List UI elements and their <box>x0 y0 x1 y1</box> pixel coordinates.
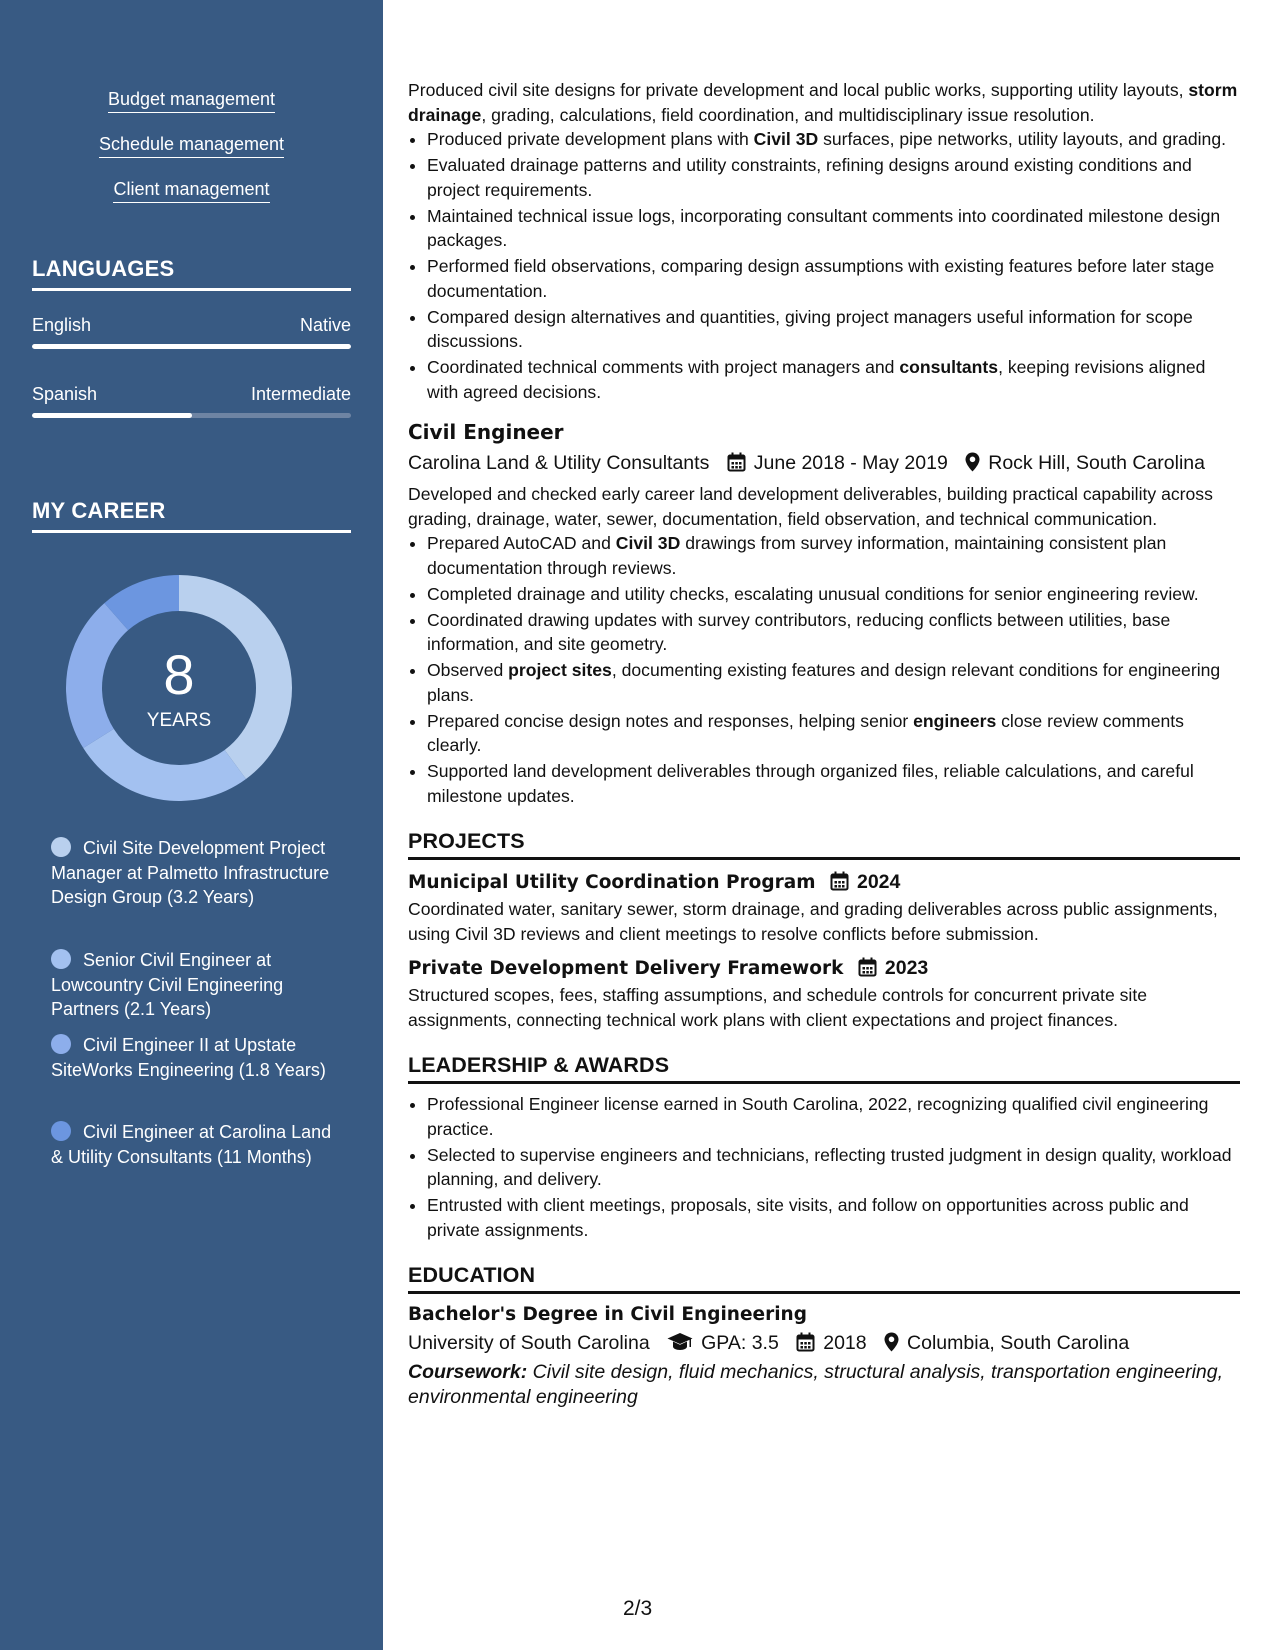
bullet-item: • Supported land development deliverables through organized files, reliable calculations, and careful milestone updates. <box>427 759 1240 808</box>
career-total-years: 8 <box>163 643 195 706</box>
awards-heading: LEADERSHIP & AWARDS <box>408 1052 1240 1084</box>
legend-label: Civil Engineer at Carolina Land & Utility Consultants (11 Months) <box>51 1122 332 1167</box>
education-year: 2018 <box>823 1332 867 1354</box>
job-dates: June 2018 - May 2019 <box>753 452 948 474</box>
experience-summary: Produced civil site designs for private development and local public works, supporting utility layouts, storm drainage, grading, calculations, field coordination, and multidisciplinary issue resolution. <box>408 80 1238 125</box>
legend-label: Civil Site Development Project Manager at Palmetto Infrastructure Design Group (3.2 Years) <box>51 838 330 907</box>
project-description: Coordinated water, sanitary sewer, storm drainage, and grading deliverables across public assignments, using Civil 3D reviews and client meetings to resolve conflicts before submission. <box>408 899 1218 944</box>
coursework-text: Civil site design, fluid mechanics, structural analysis, transportation engineering, environmental engineering <box>408 1361 1224 1408</box>
graduation-cap-icon <box>667 1332 693 1352</box>
sidebar <box>0 0 383 1650</box>
skill-item <box>0 88 383 113</box>
language-proficiency-bar <box>32 344 351 349</box>
awards-list <box>408 1092 1240 1242</box>
project-year: 2023 <box>884 957 929 979</box>
legend-label: Civil Engineer II at Upstate SiteWorks Engineering (1.8 Years) <box>51 1035 326 1080</box>
bullet-item: • Completed drainage and utility checks, escalating unusual conditions for senior engineering review. <box>427 582 1240 607</box>
award-item: • Selected to supervise engineers and technicians, reflecting trusted judgment in design quality, workload planning, and delivery. <box>427 1143 1240 1192</box>
career-legend-item <box>51 1120 341 1169</box>
skill-item <box>0 133 383 158</box>
legend-label: Senior Civil Engineer at Lowcountry Civil Engineering Partners (2.1 Years) <box>51 950 284 1019</box>
career-legend-item <box>51 836 341 910</box>
proficiency-fill <box>32 413 192 418</box>
skill-label: Schedule management <box>99 133 284 158</box>
project-title: Private Development Delivery Framework <box>408 958 844 979</box>
experience-bullets <box>408 127 1240 404</box>
career-legend-item <box>51 948 341 1022</box>
education-degree: Bachelor's Degree in Civil Engineering <box>408 1304 807 1325</box>
legend-dot <box>51 837 71 857</box>
job-title: Civil Engineer <box>408 420 564 444</box>
bullet-item: • Compared design alternatives and quantities, giving project managers useful information for scope discussions. <box>427 305 1240 354</box>
job-company: Carolina Land & Utility Consultants <box>408 452 710 474</box>
project-title-row <box>408 954 1240 983</box>
bullet-item: • Performed field observations, comparing design assumptions with existing features before later stage documentation. <box>427 254 1240 303</box>
donut-segment-2 <box>83 729 246 801</box>
location-pin-icon <box>884 1332 899 1352</box>
education-coursework <box>408 1360 1240 1410</box>
project-description: Structured scopes, fees, staffing assumptions, and schedule controls for concurrent private site assignments, connecting technical work plans with client expectations and project finances. <box>408 985 1147 1030</box>
language-proficiency-bar <box>32 413 351 418</box>
job-summary: Developed and checked early career land development deliverables, building practical capability across grading, drainage, water, sewer, documentation, field observation, and technical communication. <box>408 484 1213 529</box>
bullet-item: • Produced private development plans with Civil 3D surfaces, pipe networks, utility layouts, and grading. <box>427 127 1240 152</box>
projects-heading: PROJECTS <box>408 828 1240 860</box>
award-item: • Professional Engineer license earned in South Carolina, 2022, recognizing qualified civil engineering practice. <box>427 1092 1240 1141</box>
skill-label: Budget management <box>108 88 275 113</box>
bullet-item: • Coordinated drawing updates with survey contributors, reducing conflicts between utilities, base information, and site geometry. <box>427 608 1240 657</box>
language-name: Spanish <box>32 384 98 404</box>
location-pin-icon <box>965 452 980 472</box>
proficiency-fill <box>32 344 351 349</box>
bullet-item: • Coordinated technical comments with project managers and consultants, keeping revisions aligned with agreed decisions. <box>427 355 1240 404</box>
calendar-icon <box>858 957 877 977</box>
bullet-item: • Observed project sites, documenting existing features and design relevant conditions for engineering plans. <box>427 658 1240 707</box>
award-item: • Entrusted with client meetings, proposals, site visits, and follow on opportunities across public and private assignments. <box>427 1193 1240 1242</box>
coursework-label: Coursework: <box>408 1361 528 1383</box>
project-item <box>408 954 1240 1032</box>
education-location: Columbia, South Carolina <box>907 1332 1130 1354</box>
job-location: Rock Hill, South Carolina <box>988 452 1205 474</box>
project-item <box>408 868 1240 946</box>
language-name: English <box>32 315 92 335</box>
bullet-item: • Maintained technical issue logs, incorporating consultant comments into coordinated milestone design packages. <box>427 204 1240 253</box>
career-total-unit: YEARS <box>146 710 212 731</box>
calendar-icon <box>796 1332 815 1352</box>
skill-item <box>0 178 383 203</box>
bullet-item: • Prepared AutoCAD and Civil 3D drawings from survey information, maintaining consistent plan documentation through reviews. <box>427 531 1240 580</box>
project-title: Municipal Utility Coordination Program <box>408 872 816 893</box>
project-year: 2024 <box>856 871 901 893</box>
language-row <box>32 314 351 336</box>
bullet-item: • Evaluated drainage patterns and utility constraints, refining designs around existing conditions and project requirements. <box>427 153 1240 202</box>
skill-label: Client management <box>113 178 269 203</box>
language-level: Native <box>299 315 351 335</box>
language-level: Intermediate <box>250 384 351 404</box>
bullet-item: • Prepared concise design notes and responses, helping senior engineers close review comments clearly. <box>427 709 1240 758</box>
languages-heading: LANGUAGES <box>32 256 351 291</box>
legend-dot <box>51 949 71 969</box>
legend-dot <box>51 1034 71 1054</box>
job-bullets <box>408 531 1240 808</box>
calendar-icon <box>830 871 849 891</box>
legend-dot <box>51 1121 71 1141</box>
education-school: University of South Carolina <box>408 1332 650 1354</box>
main-content <box>408 78 1240 1410</box>
career-legend-item <box>51 1033 341 1082</box>
job-meta <box>408 448 1240 478</box>
career-heading: MY CAREER <box>32 498 351 533</box>
education-heading: EDUCATION <box>408 1262 1240 1294</box>
page-number: 2/3 <box>623 1597 653 1620</box>
calendar-icon <box>727 452 746 472</box>
education-meta <box>408 1328 1240 1358</box>
education-gpa: GPA: 3.5 <box>701 1332 779 1354</box>
project-title-row <box>408 868 1240 897</box>
language-row <box>32 383 351 405</box>
